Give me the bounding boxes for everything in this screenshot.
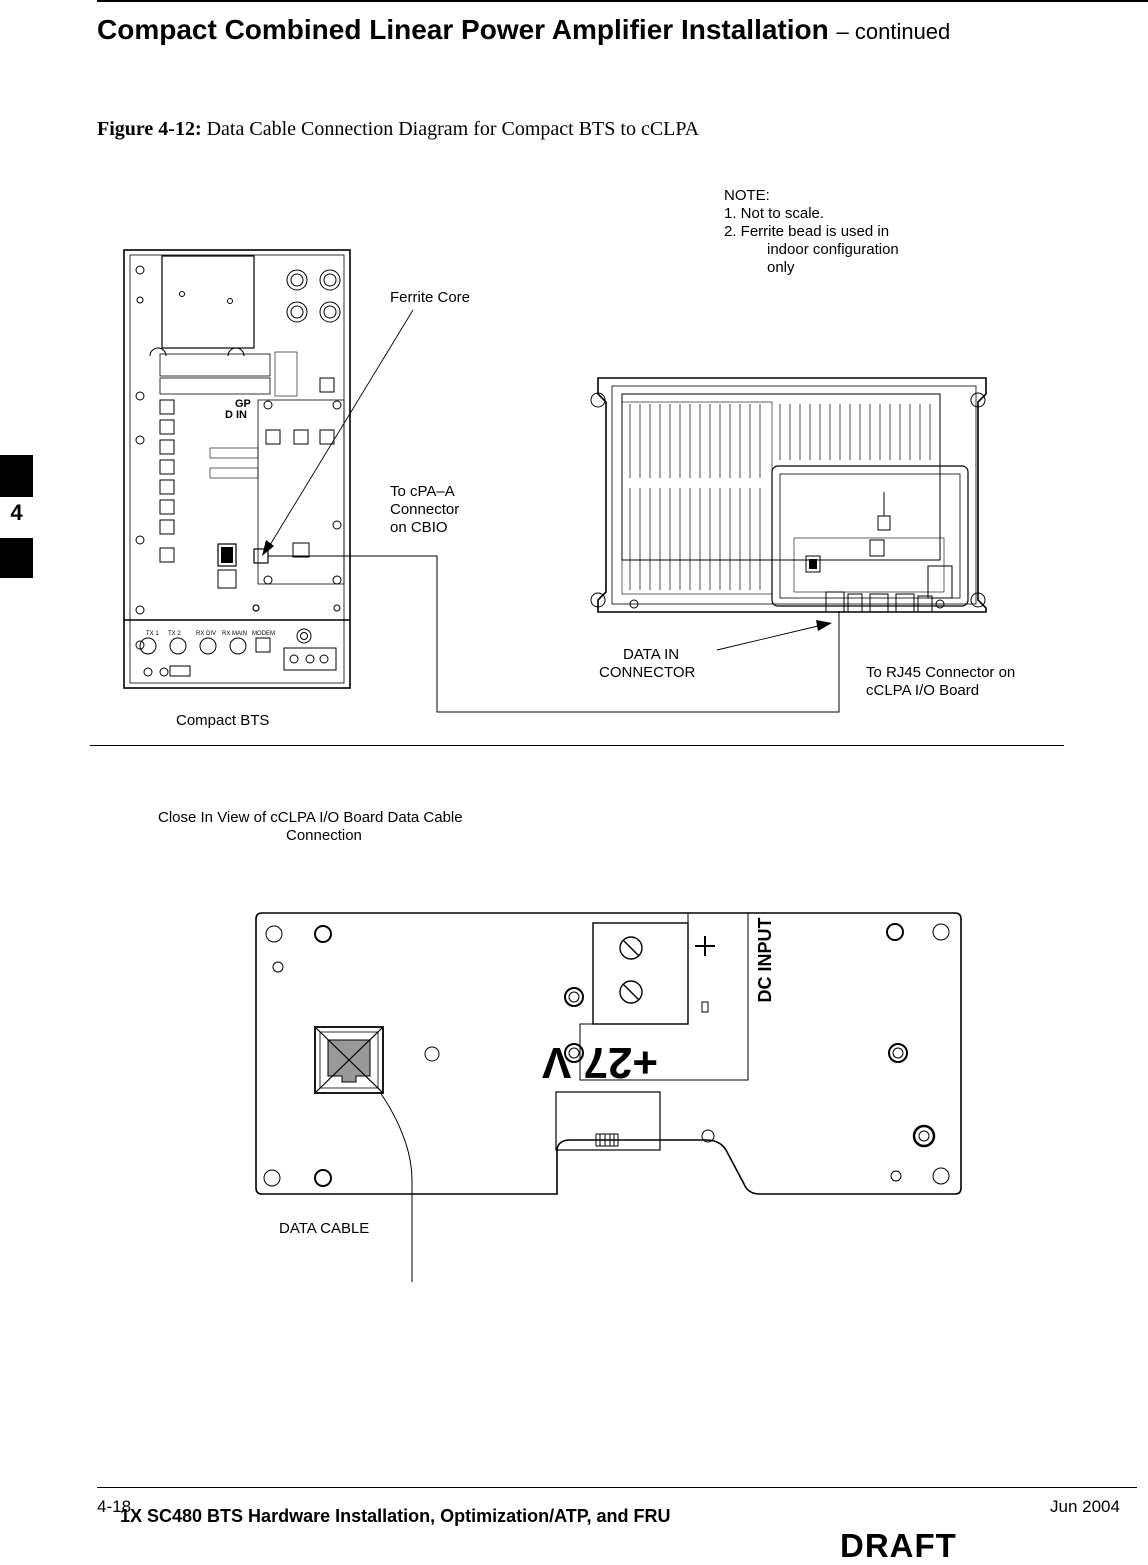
- gps-marking: GP: [235, 398, 251, 410]
- close-in-label-2: Connection: [286, 827, 362, 844]
- page-number: 4-18: [97, 1497, 132, 1516]
- dc-input-marking: DC INPUT: [755, 917, 775, 1003]
- page-title-continued: – continued: [836, 19, 951, 44]
- note-heading: NOTE:: [724, 187, 770, 204]
- data-cable-label: DATA CABLE: [279, 1220, 370, 1237]
- to-cpa-label-1: To cPA–A: [390, 483, 455, 500]
- note-line-4: only: [767, 259, 795, 276]
- data-in-label-1: DATA IN: [623, 646, 680, 663]
- figure-number: Figure 4-12:: [97, 118, 202, 140]
- note-line-3: indoor configuration: [767, 241, 899, 258]
- section-divider: [90, 745, 1064, 746]
- to-cpa-label-3: on CBIO: [390, 519, 448, 536]
- draft-stamp: DRAFT: [840, 1527, 957, 1564]
- bts-port-rx-div: RX DIV: [196, 631, 217, 637]
- bts-port-rx-main: RX MAIN: [222, 631, 248, 637]
- to-cpa-label-2: Connector: [390, 501, 460, 518]
- note-line-1: 1. Not to scale.: [724, 205, 825, 222]
- cclpa-drawing: [591, 378, 986, 612]
- footer-date: Jun 2004: [1050, 1497, 1120, 1516]
- voltage-marking: +27 V: [541, 1038, 659, 1087]
- note-line-2: 2. Ferrite bead is used in: [724, 223, 890, 240]
- chapter-tab-number: 4: [10, 500, 23, 525]
- data-in-label-2: CONNECTOR: [599, 664, 696, 681]
- compact-bts-label: Compact BTS: [176, 712, 270, 729]
- footer-rule: [97, 1487, 1137, 1488]
- gps-marking-2: D IN: [225, 409, 247, 421]
- rj45-label-1: To RJ45 Connector on: [866, 664, 1016, 681]
- close-in-label-1: Close In View of cCLPA I/O Board Data Cable: [158, 809, 463, 826]
- bts-port-tx2: TX 2: [168, 631, 181, 637]
- bts-port-modem: MODEM: [252, 631, 275, 637]
- page-title-text: Compact Combined Linear Power Amplifier Installation: [97, 14, 829, 45]
- figure-caption-text: Data Cable Connection Diagram for Compact BTS to cCLPA: [206, 118, 700, 140]
- book-title: 1X SC480 BTS Hardware Installation, Optimization/ATP, and FRU: [120, 1506, 671, 1526]
- rj45-label-2: cCLPA I/O Board: [866, 682, 980, 699]
- bts-port-tx1: TX 1: [146, 631, 159, 637]
- ferrite-core-label: Ferrite Core: [390, 289, 471, 306]
